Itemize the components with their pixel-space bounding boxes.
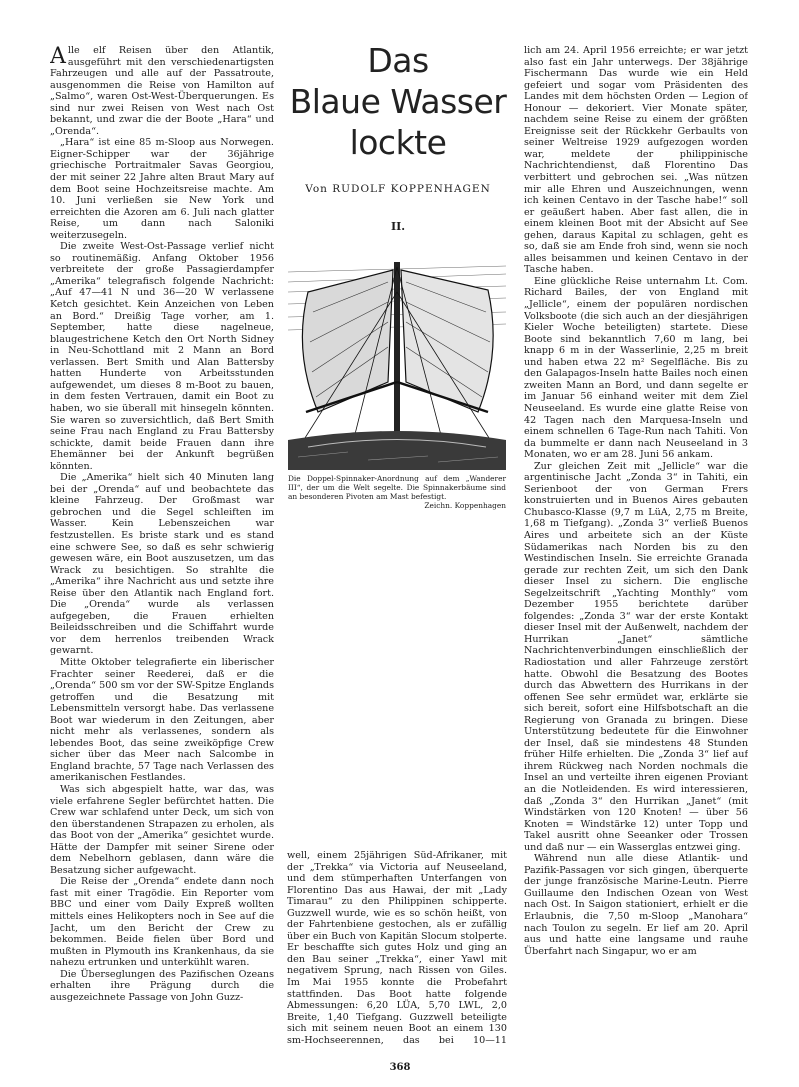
paragraph: lich am 24. April 1956 erreichte; er war jetzt also fast ein Jahr unterwegs. Der 38jährige Fischermann Das wurde wie ein Held gefeiert und sogar vom Präsidenten des Landes mit dem höchsten Orden — Legion of Honour — dekoriert. Vier Monate später, nachdem seine Reise zu einem der größten Ereignisse seit der Rückkehr Gerbaults von seiner Weltreise 1929 aufgezogen worden war, meldete der philippinische Nachrichtendienst, daß Florentino Das verbittert und gebrochen sei. „Was nützen mir alle Ehren und Auszeichnungen, wenn ich keinen Centavo in der Tasche habe!“ soll er geäußert haben. Aber fast allen, die in einem kleinen Boot mit der Absicht auf See gehen, daraus Kapital zu schlagen, geht es so, daß sie am Ende froh sind, wenn sie noch alles beisammen und keinen Centavo in der Tasche haben.: [524, 45, 748, 276]
article-title: Das Blaue Wasser lockte: [289, 41, 507, 162]
part-number: II.: [390, 220, 406, 233]
paragraph: „Hara“ ist eine 85 m-Sloop aus Norwegen. Eigner-Schipper war der 36jährige griechische Portraitmaler Savas Georgiou, der mit seiner 22 Jahre alten Braut Mary auf dem Boot seine Hochzeitsreise machte. Am 10. Juni verließen sie New York und erreichten die Azoren am 6. Juli nach glatter Reise, um dann nach Saloniki weiterzusegeln.: [50, 137, 274, 241]
paragraph: well, einem 25jährigen Süd-Afrikaner, mit der „Trekka“ via Victoria auf Neuseeland, und dem stümperhaften Unterfangen von Florentino Das aus Hawai, der mit „Lady Timarau“ zu den Philippinen schipperte. Guzzwell wurde, wie es so schön heißt, von der Fahrtenbiene gestochen, als er zufällig über ein Buch von Kapitän Slocum stolperte. Er beschaffte sich gutes Holz und ging an den Bau seiner „Trekka“, einer Yawl mit negativem Sprung, nach Rissen von Giles. Im Mai 1955 konnte die Probefahrt stattfinden. Das Boot hatte folgende Abmessungen: 6,20 LÜA, 5,70 LWL, 2,0 Breite, 1,40 Tiefgang. Guzzwell beteiligte sich mit seinem neuen Boot an einem 130 sm-Hochseerennen, das bei 10—11: [287, 850, 507, 1045]
paragraph: Eine glückliche Reise unternahm Lt. Com. Richard Bailes, der von England mit „Jellicle“, einem der populären nordischen Volksboote (die sich auch an der diesjährigen Kieler Woche beteiligten) startete. Diese Boote sind bekanntlich 7,60 m lang, bei knapp 6 m in der Wasserlinie, 2,25 m breit und haben etwa 22 m² Segelfläche. Bis zu den Galapagos-Inseln hatte Bailes noch einen zweiten Mann an Bord, und dann segelte er im Januar 56 einhand weiter mit dem Ziel Neuseeland. Es wurde eine glatte Reise von 42 Tagen nach den Marquesa-Inseln und einem schnellen 6 Tage-Run nach Tahiti. Von da bummelte er dann nach Neuseeland in 3 Monaten, wo er am 28. Juni 56 ankam.: [524, 275, 748, 461]
paragraph: Die „Amerika“ hielt sich 40 Minuten lang bei der „Orenda“ auf und beobachtete das kleine Fahrzeug. Der Großmast war gebrochen und die Segel schleiften im Wasser. Kein Lebenszeichen war festzustellen. Es briste stark und es stand eine schwere See, so daß es sehr schwierig gewesen wäre, ein Boot auszusetzen, um das Wrack zu besichtigen. So strahlte die „Amerika“ ihre Nachricht aus und setzte ihre Reise über den Atlantik nach England fort. Die „Orenda“ wurde als verlassen aufgegeben, die Frauen erhielten Beileidsschreiben und die Schiffahrt wurde vor dem herrenlos treibenden Wrack gewarnt.: [50, 472, 274, 657]
paragraph: Alle elf Reisen über den Atlantik, ausgeführt mit den verschiedenartigsten Fahrzeugen und alle auf der Passatroute, ausgenommen die Reise von Hamilton auf „Salmo“, waren Ost-West-Überquerungen. Es sind nur zwei Reisen von West nach Ost bekannt, und zwar die der Boote „Hara“ und „Orenda“.: [50, 45, 274, 137]
paragraph: Zur gleichen Zeit mit „Jellicle“ war die argentinische Jacht „Zonda 3“ in Tahiti, ein Serienboot der von German Frers konstruierten und in Buenos Aires gebauten Chubasco-Klasse (9,7 m LüA, 2,75 m Breite, 1,68 m Tiefgang). „Zonda 3“ verließ Buenos Aires und arbeitete sich an der Küste Südamerikas nach Norden bis zu den Westindischen Inseln. Sie erreichte Granada gerade zur rechten Zeit, um sich den Dank dieser Insel zu sichern. Die englische Segelzeitschrift „Yachting Monthly“ vom Dezember 1955 berichtete darüber folgendes: „Zonda 3“ war der erste Kontakt dieser Insel mit der Außenwelt, nachdem der Hurrikan „Janet“ sämtliche Nachrichtenverbindungen einschließlich der Radiostation und aller Fahrzeuge zerstört hatte. Obwohl die Besatzung des Bootes durch das Abwettern des Hurrikans in der offenen See sehr ermüdet war, erklärte sie sich bereit, sofort eine Hilfsbotschaft an die Regierung von Granada zu bringen. Diese Unterstützung bedeutete für die Einwohner der Insel, daß sie mindestens 48 Stunden früher Hilfe erhielten. Die „Zonda 3“ lief auf ihrem Rückweg nach Norden nochmals die Insel an und verteilte ihren eigenen Proviant an die Notleidenden. Es wird interessieren, daß „Zonda 3“ den Hurrikan „Janet“ (mit Windstärken von 120 Knoten! — über 56 Knoten = Windstärke 12) unter Topp und Takel ausritt ohne Seeanker oder Trossen und daß nur — ein Wasserglas entzwei ging.: [524, 460, 748, 853]
paragraph: Was sich abgespielt hatte, war das, was viele erfahrene Segler befürchtet hatten. Die Crew war schlafend unter Deck, um sich von den überstandenen Strapazen zu erholen, als das Boot von der „Amerika“ gesichtet wurde. Hätte der Dampfer mit seiner Sirene oder dem Nebelhorn geblasen, dann wäre die Besatzung sicher aufgewacht.: [50, 784, 274, 876]
page-number: 368: [389, 1062, 411, 1073]
drop-cap: A: [50, 45, 66, 69]
illustration-credit: Zeichn. Koppenhagen: [424, 501, 506, 510]
paragraph: Die Überseglungen des Pazifischen Ozeans erhalten ihre Prägung durch die ausgezeichnete Passage von John Guzz-: [50, 968, 274, 1003]
text-column-1: [50, 45, 274, 1050]
illustration-caption: Die Doppel-Spinnaker-Anordnung auf dem „Wanderer III“, der um die Welt segelte. Die Spinnakerbäume sind an besonderen Pivoten am Mast befestigt. Zeichn. Koppenhagen: [288, 474, 506, 510]
byline: Von RUDOLF KOPPENHAGEN: [305, 183, 491, 195]
text-column-2: [287, 850, 507, 1045]
paragraph: Mitte Oktober telegrafierte ein liberischer Frachter seiner Reederei, daß er die „Orenda“ 500 sm vor der SW-Spitze Englands getroffen und die Besatzung mit Lebensmitteln versorgt habe. Das verlassene Boot war wiederum in den Zeitungen, aber nicht mehr als verlassenes, sondern als lebendes Boot, das seine zweiköpfige Crew sicher über das Meer nach Salcombe in England brachte, 57 Tage nach Verlassen des amerikanischen Festlandes.: [50, 656, 274, 784]
text-column-3: [524, 45, 748, 1040]
spinnaker-illustration: [288, 262, 506, 470]
paragraph: Während nun alle diese Atlantik- und Pazifik-Passagen vor sich gingen, überquerte der junge französische Marine-Leutn. Pierre Guillaume den Indischen Ozean von West nach Ost. In Saigon stationiert, erhielt er die Erlaubnis, die 7,50 m-Sloop „Manohara“ nach Toulon zu segeln. Er lief am 20. April aus und hatte eine langsame und rauhe Überfahrt nach Singapur, wo er am: [524, 853, 748, 957]
paragraph: Die zweite West-Ost-Passage verlief nicht so routinemäßig. Anfang Oktober 1956 verbreitete der große Passagierdampfer „Amerika“ telegrafisch folgende Nachricht: „Auf 47—41 N und 36—20 W verlassene Ketch gesichtet. Kein Anzeichen von Leben an Bord.“ Dreißig Tage vorher, am 1. September, hatte diese nagelneue, blaugestrichene Ketch den Ort North Sidney in Neu-Schottland mit 2 Mann an Bord verlassen. Bert Smith und Alan Battersby hatten Hunderte von Arbeitsstunden aufgewendet, um dieses 8 m-Boot zu bauen, in dem festen Vertrauen, damit ein Boot zu haben, wo sie überall mit hinsegeln könnten. Sie waren so zuversichtlich, daß Bert Smith seine Frau nach England zu Frau Battersby schickte, damit beide Frauen dann ihre Ehemänner bei der Ankunft begrüßen könnten.: [50, 241, 274, 472]
paragraph: Die Reise der „Orenda“ endete dann noch fast mit einer Tragödie. Ein Reporter vom BBC und einer vom Daily Expreß wollten mittels eines Helikopters noch in See auf die Jacht, um den Bericht der Crew zu bekommen. Beide fielen über Bord und mußten in Plymouth ins Krankenhaus, da sie nahezu ertrunken und unterkühlt waren.: [50, 876, 274, 969]
